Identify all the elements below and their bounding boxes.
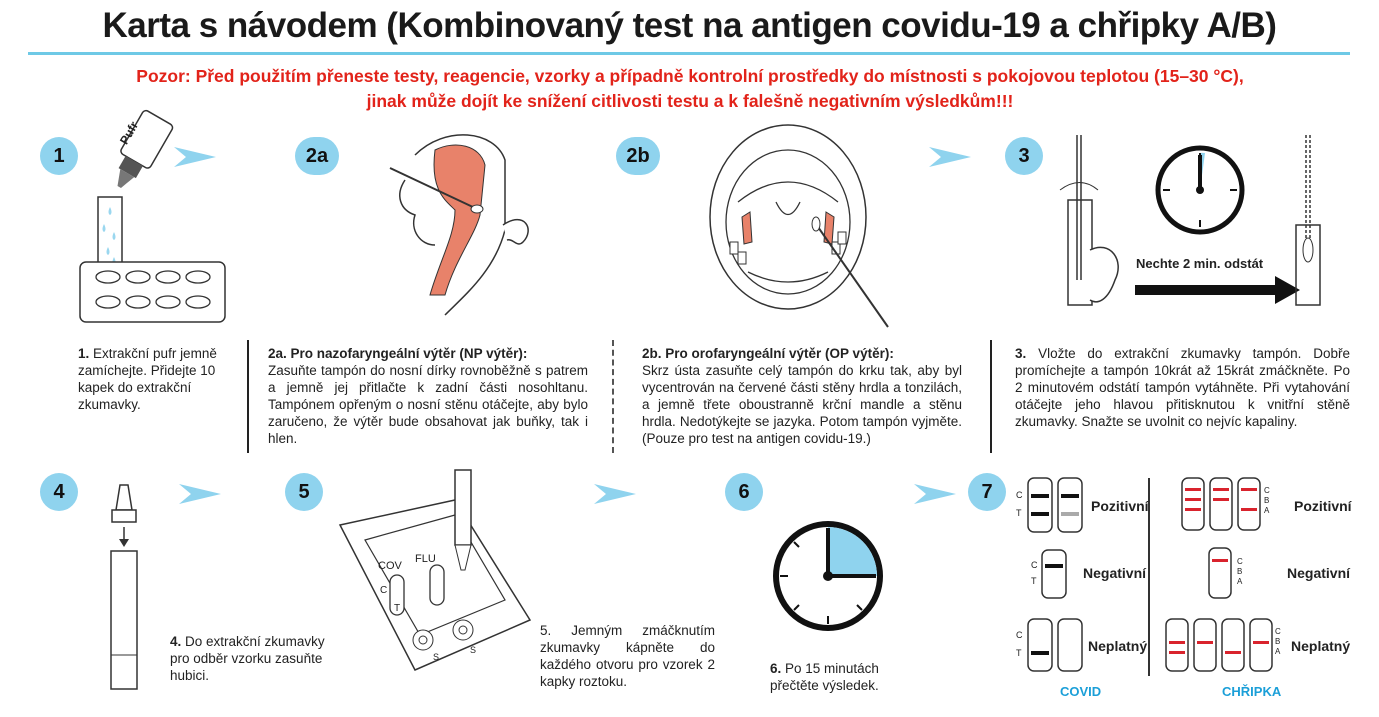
step-4-text <box>170 633 345 684</box>
step-5-number: 5. <box>540 623 552 638</box>
t-label: T <box>1016 648 1022 658</box>
step-1-badge: 1 <box>40 137 78 175</box>
cba-labels <box>1275 627 1281 657</box>
step-7-badge: 7 <box>968 473 1006 511</box>
step-3-text <box>1015 345 1350 430</box>
step-6-text <box>770 660 900 694</box>
t-label: T <box>1031 576 1037 586</box>
step-6-badge: 6 <box>725 473 763 511</box>
step-3-badge: 3 <box>1005 137 1043 175</box>
flu-column-label: CHŘIPKA <box>1222 684 1282 699</box>
cassette-illustration <box>335 470 535 680</box>
step-2a-instructions: Zasuňte tampón do nosní dírky rovnoběžně s patrem a jemně jej přitlačte k zadní části nosohltanu. Tampónem opřeným o nosní stěnu otáčejte, aby bylo zaručeno, že výtěr bude obsahovat jak buňky, tak i hlen. <box>268 363 588 446</box>
nasopharyngeal-swab-illustration <box>385 120 545 320</box>
c-label: C <box>1275 627 1281 636</box>
a-label: A <box>1275 647 1281 656</box>
step-5-badge: 5 <box>285 473 323 511</box>
step-2b-heading: 2b. Pro orofaryngeální výtěr (OP výtěr): <box>642 346 894 361</box>
cba-labels <box>1264 486 1270 516</box>
step-3-instructions: Vložte do extrakční zkumavky tampón. Dobře promíchejte a tampón 10krát až 15krát zmáčkněte. Po 2 minutovém odstátí tampón vytáhněte. Při vytahování otáčejte jeho hlavou přitisknutou k vnitřní stěně zkumavky. Snažte se uvolnit co nejvíc kapaliny. <box>1015 346 1350 429</box>
a-label: A <box>1264 506 1270 515</box>
step-6-number: 6. <box>770 661 782 676</box>
c-label: C <box>1237 557 1243 566</box>
warning-line-1: Pozor: Před použitím přeneste testy, reagencie, vzorky a případně kontrolní prostředky do místnosti s pokojovou teplotou (15–30 °C), <box>136 66 1244 86</box>
wait-2-min-label: Nechte 2 min. odstát <box>1136 256 1264 271</box>
step-divider <box>247 340 249 453</box>
clock-15-min-icon <box>770 518 890 638</box>
c-label: C <box>1264 486 1270 495</box>
control-line-label: C <box>380 585 388 596</box>
covid-positive-strips <box>1022 476 1087 536</box>
sample-well-label: S <box>433 652 440 662</box>
step-5-instructions: Jemným zmáčknutím zkumavky kápněte do každého otvoru pro vzorek 2 kapky roztoku. <box>540 623 715 689</box>
chevron-right-icon <box>910 480 960 508</box>
step-2a-heading: 2a. Pro nazofaryngeální výtěr (NP výtěr): <box>268 346 528 361</box>
step-4-instructions: Do extrakční zkumavky pro odběr vzorku zasuňte hubici. <box>170 634 325 683</box>
covid-column-label: COVID <box>1060 684 1102 699</box>
test-line-label: T <box>394 603 401 614</box>
covid-invalid-label: Neplatný <box>1088 638 1148 654</box>
page-title: Karta s návodem (Kombinovaný test na antigen covidu-19 a chřipky A/B) <box>102 6 1277 45</box>
swab-extraction-illustration <box>1050 130 1350 315</box>
flu-positive-label: Pozitivní <box>1294 498 1352 514</box>
oropharyngeal-swab-illustration <box>708 122 873 332</box>
covid-positive-label: Pozitivní <box>1091 498 1149 514</box>
c-label: C <box>1016 630 1023 640</box>
cov-label: COV <box>378 560 402 572</box>
step-divider-dashed <box>612 340 614 453</box>
c-label: C <box>1031 560 1038 570</box>
step-2a-text <box>268 345 588 447</box>
nozzle-tube-illustration <box>100 485 150 695</box>
b-label: B <box>1264 496 1270 505</box>
t-label: T <box>1016 508 1022 518</box>
flu-label: FLU <box>415 553 436 565</box>
c-label: C <box>1016 490 1023 500</box>
flu-negative-strip <box>1207 546 1237 602</box>
sample-well-label: S <box>470 645 477 655</box>
step-6-instructions: Po 15 minutách přečtěte výsledek. <box>770 661 879 693</box>
flu-invalid-strips <box>1162 617 1282 675</box>
step-1-number: 1. <box>78 346 90 361</box>
step-2b-text <box>642 345 962 447</box>
step-5-text <box>540 622 715 690</box>
bottle-label: Pufr <box>116 119 142 147</box>
covid-invalid-strips <box>1022 617 1087 675</box>
step-1-instructions: Extrakční pufr jemně zamíchejte. Přidejte 10 kapek do extrakční zkumavky. <box>78 346 217 412</box>
step-3-number: 3. <box>1015 346 1027 361</box>
step-2b-instructions: Skrz ústa zasuňte celý tampón do krku tak, aby byl vycentrován na červené části stěny hrdla a tonzilách, a jemně třete oboustranně krční mandle a stěnu hrdla. Nedotýkejte se jazyka. Potom tampón vyjměte. (Pouze pro test na antigen covidu-19.) <box>642 363 962 446</box>
title-divider <box>28 52 1350 55</box>
step-2b-badge: 2b <box>616 137 660 175</box>
a-label: A <box>1237 577 1243 586</box>
step-divider <box>990 340 992 453</box>
step-4-number: 4. <box>170 634 182 649</box>
cba-labels <box>1237 557 1243 587</box>
chevron-right-icon <box>175 480 225 508</box>
b-label: B <box>1275 637 1281 646</box>
step-2a-badge: 2a <box>295 137 339 175</box>
chevron-right-icon <box>590 480 640 508</box>
flu-invalid-label: Neplatný <box>1291 638 1351 654</box>
covid-negative-label: Negativní <box>1083 565 1147 581</box>
warning-line-2: jinak může dojít ke snížení citlivosti testu a k falešně negativním výsledkům!!! <box>366 91 1014 111</box>
covid-negative-strip <box>1040 548 1070 600</box>
step-1-text <box>78 345 228 413</box>
chevron-right-icon <box>925 143 975 171</box>
flu-positive-strips <box>1178 476 1270 534</box>
flu-negative-label: Negativní <box>1287 565 1351 581</box>
b-label: B <box>1237 567 1243 576</box>
step-4-badge: 4 <box>40 473 78 511</box>
buffer-bottle-illustration <box>70 112 230 327</box>
